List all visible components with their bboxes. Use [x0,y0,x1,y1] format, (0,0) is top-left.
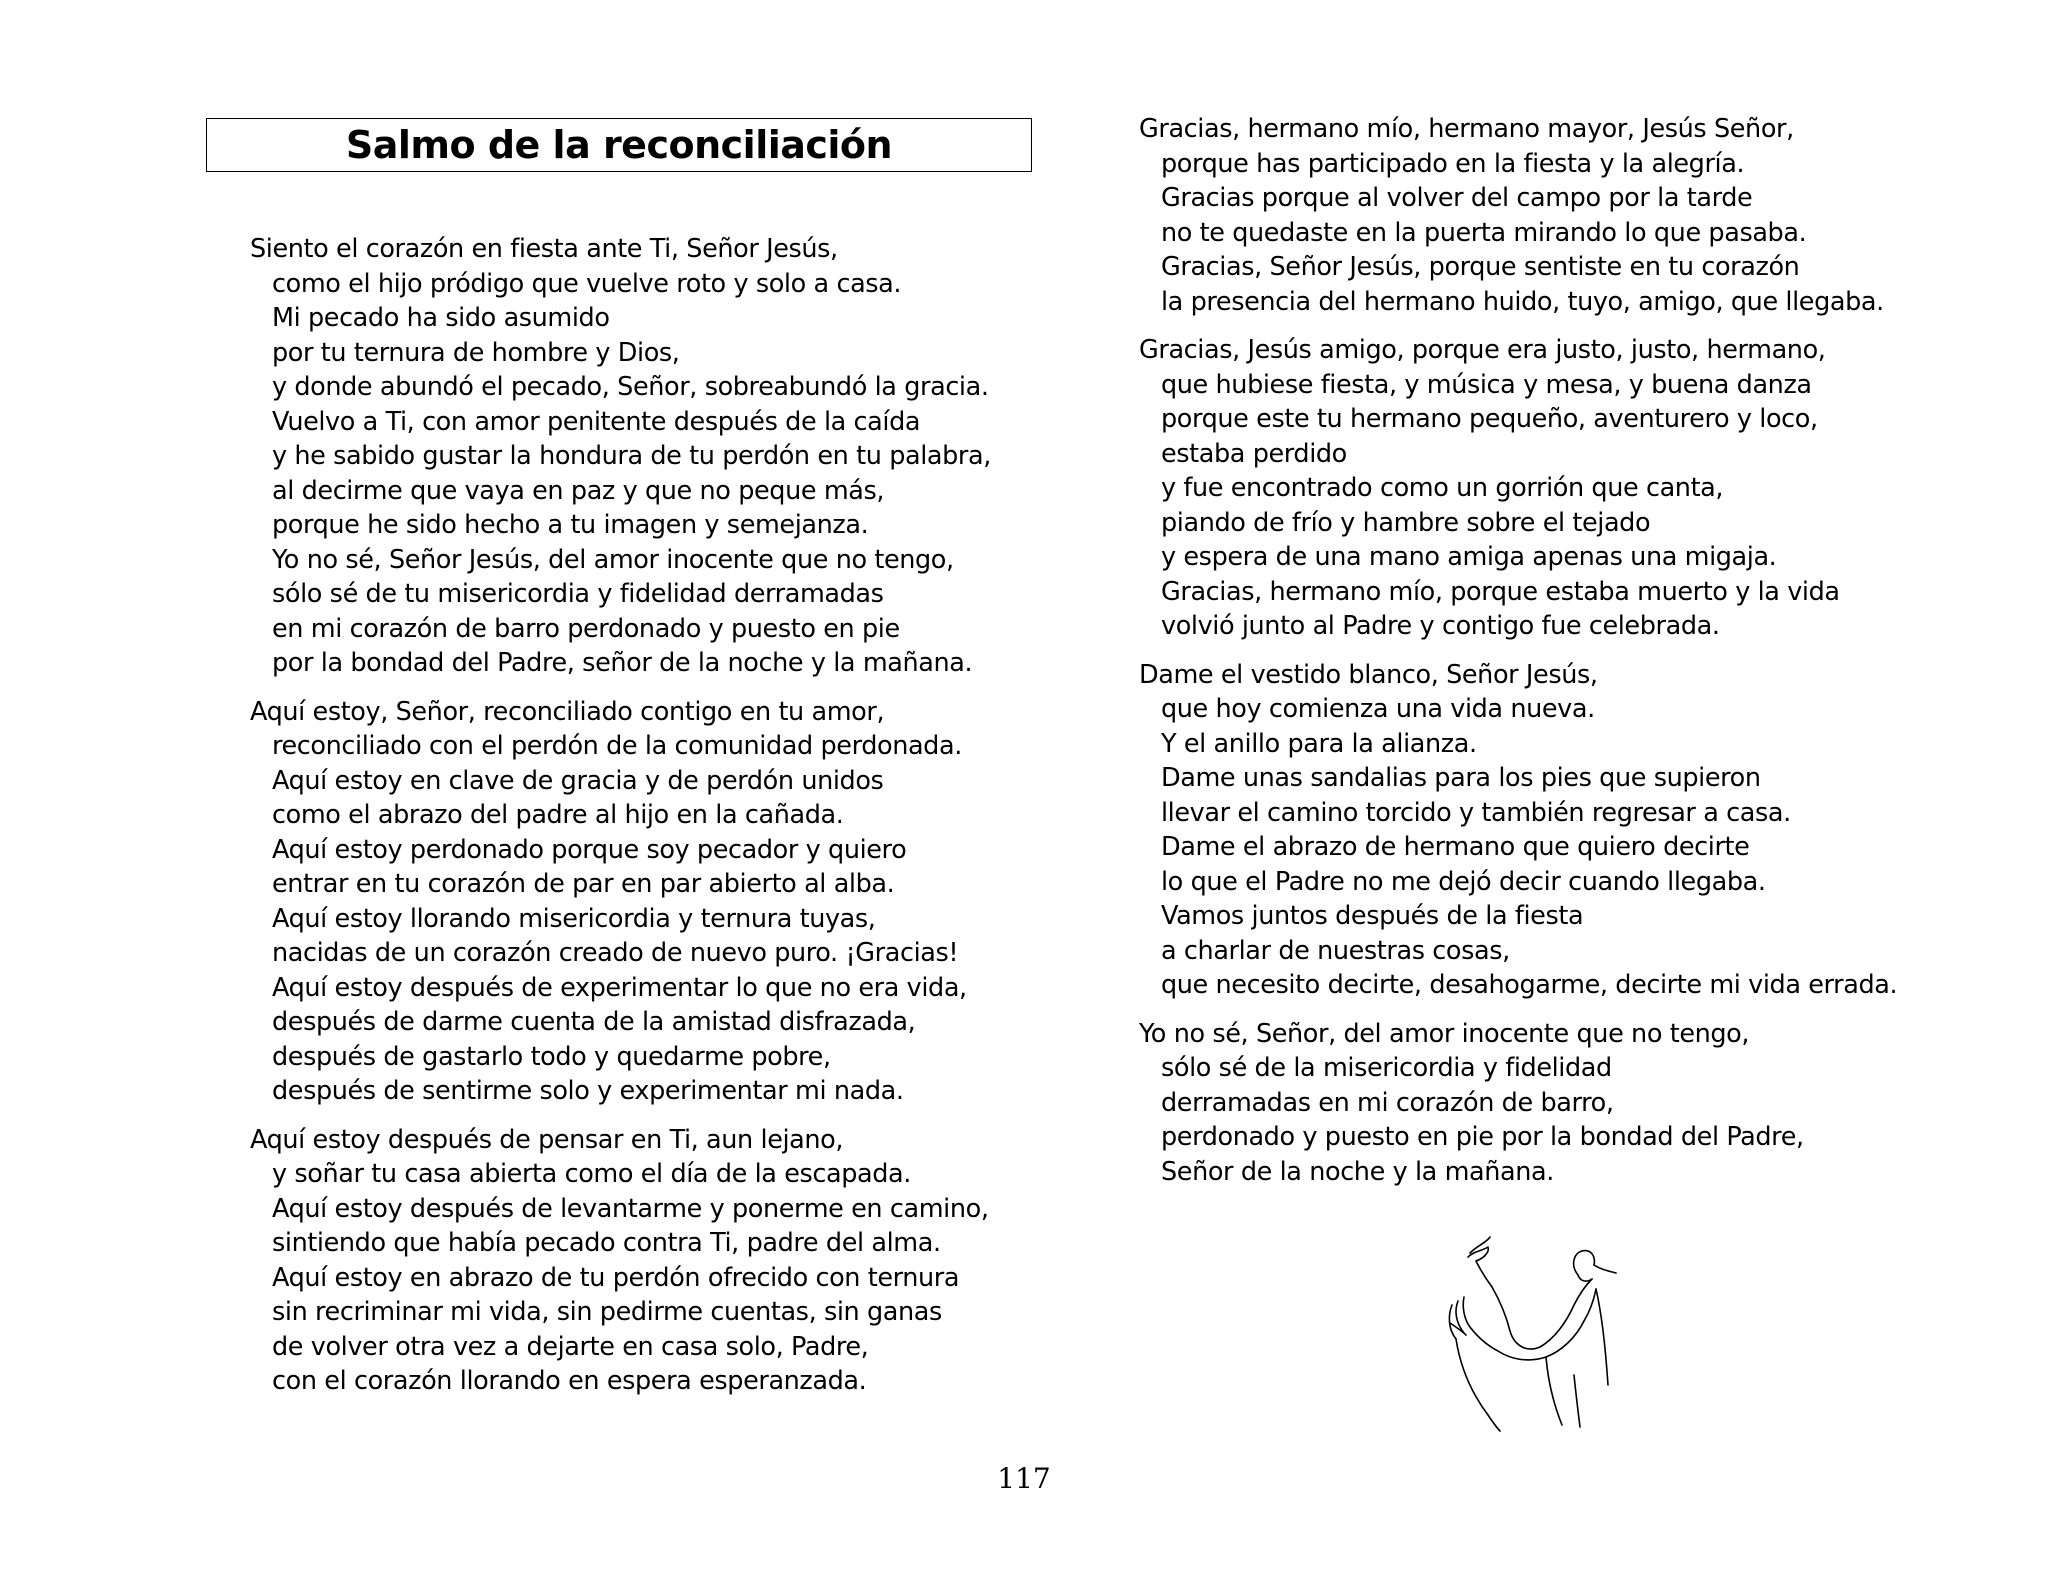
verse-line: como el hijo pródigo que vuelve roto y solo a casa. [272,268,902,299]
verse-line: piando de frío y hambre sobre el tejado [1161,507,1651,538]
verse-line: sintiendo que había pecado contra Ti, padre del alma. [272,1228,941,1258]
verse-line: por tu ternura de hombre y Dios, [272,337,680,368]
verse-line: Dame unas sandalias para los pies que supieron [1161,763,1761,793]
verse-line: y espera de una mano amiga apenas una migaja. [1161,542,1777,572]
verse-line: después de gastarlo todo y quedarme pobre, [272,1041,831,1072]
verse-line: Aquí estoy en abrazo de tu perdón ofrecido con ternura [272,1262,960,1293]
stanza [250,1123,991,1399]
stanza [1139,1017,1897,1190]
verse-line: porque este tu hermano pequeño, aventurero y loco, [1161,404,1818,434]
verse-line: volvió junto al Padre y contigo fue celebrada. [1161,611,1720,641]
page-number: 117 [997,1462,1051,1495]
verse-line: Aquí estoy en clave de gracia y de perdón unidos [272,765,884,796]
verse-line: Gracias, Señor Jesús, porque sentiste en tu corazón [1161,252,1800,282]
verse-line: estaba perdido [1161,438,1347,469]
verse-line: y soñar tu casa abierta como el día de la escapada. [272,1159,911,1189]
verse-line: Gracias, hermano mío, porque estaba muerto y la vida [1161,576,1840,607]
title-box [206,118,1032,172]
verse-line: a charlar de nuestras cosas, [1161,935,1510,966]
verse-line: que hubiese fiesta, y música y mesa, y buena danza [1161,369,1812,400]
verse-line: Dame el vestido blanco, Señor Jesús, [1139,659,1598,690]
verse-line: Y el anillo para la alianza. [1161,728,1477,759]
page-title: Salmo de la reconciliación [345,123,893,167]
verse-line: Señor de la noche y la mañana. [1161,1156,1554,1187]
verse-line: llevar el camino torcido y también regresar a casa. [1161,797,1791,828]
verse-line: derramadas en mi corazón de barro, [1161,1087,1614,1118]
verse-line: como el abrazo del padre al hijo en la cañada. [272,800,844,830]
verse-line: Dame el abrazo de hermano que quiero decirte [1161,832,1750,862]
verse-line: sólo sé de la misericordia y fidelidad [1161,1053,1612,1083]
verse-line: porque has participado en la fiesta y la alegría. [1161,148,1745,179]
verse-line: y fue encontrado como un gorrión que canta, [1161,473,1724,503]
verse-line: Aquí estoy perdonado porque soy pecador y quiero [272,834,907,865]
stanza [1139,333,1897,644]
verse-line: Gracias, Jesús amigo, porque era justo, justo, hermano, [1139,335,1826,365]
verse-line: reconciliado con el perdón de la comunidad perdonada. [272,731,962,761]
verse-line: entrar en tu corazón de par en par abierto al alba. [272,869,895,899]
verse-line: después de darme cuenta de la amistad disfrazada, [272,1007,916,1037]
right-column [1139,112,1897,1203]
left-column [250,232,991,1413]
stanza [1139,658,1897,1003]
verse-line: Vamos juntos después de la fiesta [1161,901,1584,931]
verse-line: en mi corazón de barro perdonado y puesto en pie [272,613,900,644]
verse-line: Mi pecado ha sido asumido [272,303,610,333]
verse-line: con el corazón llorando en espera esperanzada. [272,1366,867,1396]
stanza [250,695,991,1109]
verse-line: por la bondad del Padre, señor de la noche y la mañana. [272,648,973,678]
verse-line: Siento el corazón en fiesta ante Ti, Señor Jesús, [250,234,838,264]
verse-line: que necesito decirte, desahogarme, decirte mi vida errada. [1161,970,1898,1000]
verse-line: Aquí estoy, Señor, reconciliado contigo en tu amor, [250,696,885,727]
verse-line: Aquí estoy después de pensar en Ti, aun lejano, [250,1124,844,1155]
verse-line: Aquí estoy después de experimentar lo que no era vida, [272,972,967,1003]
verse-line: sólo sé de tu misericordia y fidelidad derramadas [272,579,884,609]
verse-line: Yo no sé, Señor Jesús, del amor inocente que no tengo, [272,544,954,575]
verse-line: que hoy comienza una vida nueva. [1161,694,1595,724]
verse-line: Gracias, hermano mío, hermano mayor, Jesús Señor, [1139,114,1794,144]
verse-line: Gracias porque al volver del campo por la tarde [1161,183,1753,213]
verse-line: y donde abundó el pecado, Señor, sobreabundó la gracia. [272,372,989,402]
verse-line: de volver otra vez a dejarte en casa solo, Padre, [272,1331,869,1362]
verse-line: la presencia del hermano huido, tuyo, amigo, que llegaba. [1161,286,1884,317]
embrace-illustration [1430,1235,1630,1435]
verse-line: Aquí estoy llorando misericordia y ternura tuyas, [272,903,876,934]
verse-line: perdonado y puesto en pie por la bondad del Padre, [1161,1122,1804,1152]
verse-line: lo que el Padre no me dejó decir cuando llegaba. [1161,866,1766,897]
verse-line: al decirme que vaya en paz y que no peque más, [272,475,885,506]
verse-line: Vuelvo a Ti, con amor penitente después de la caída [272,406,921,437]
verse-line: no te quedaste en la puerta mirando lo que pasaba. [1161,217,1807,248]
verse-line: nacidas de un corazón creado de nuevo puro. ¡Gracias! [272,938,959,968]
verse-line: y he sabido gustar la hondura de tu perdón en tu palabra, [272,441,991,471]
verse-line: Yo no sé, Señor, del amor inocente que no tengo, [1139,1018,1750,1049]
verse-line: porque he sido hecho a tu imagen y semejanza. [272,510,869,540]
verse-line: Aquí estoy después de levantarme y ponerme en camino, [272,1193,989,1224]
verse-line: sin recriminar mi vida, sin pedirme cuentas, sin ganas [272,1297,942,1327]
stanza [250,232,991,681]
stanza [1139,112,1897,319]
verse-line: después de sentirme solo y experimentar mi nada. [272,1076,904,1106]
